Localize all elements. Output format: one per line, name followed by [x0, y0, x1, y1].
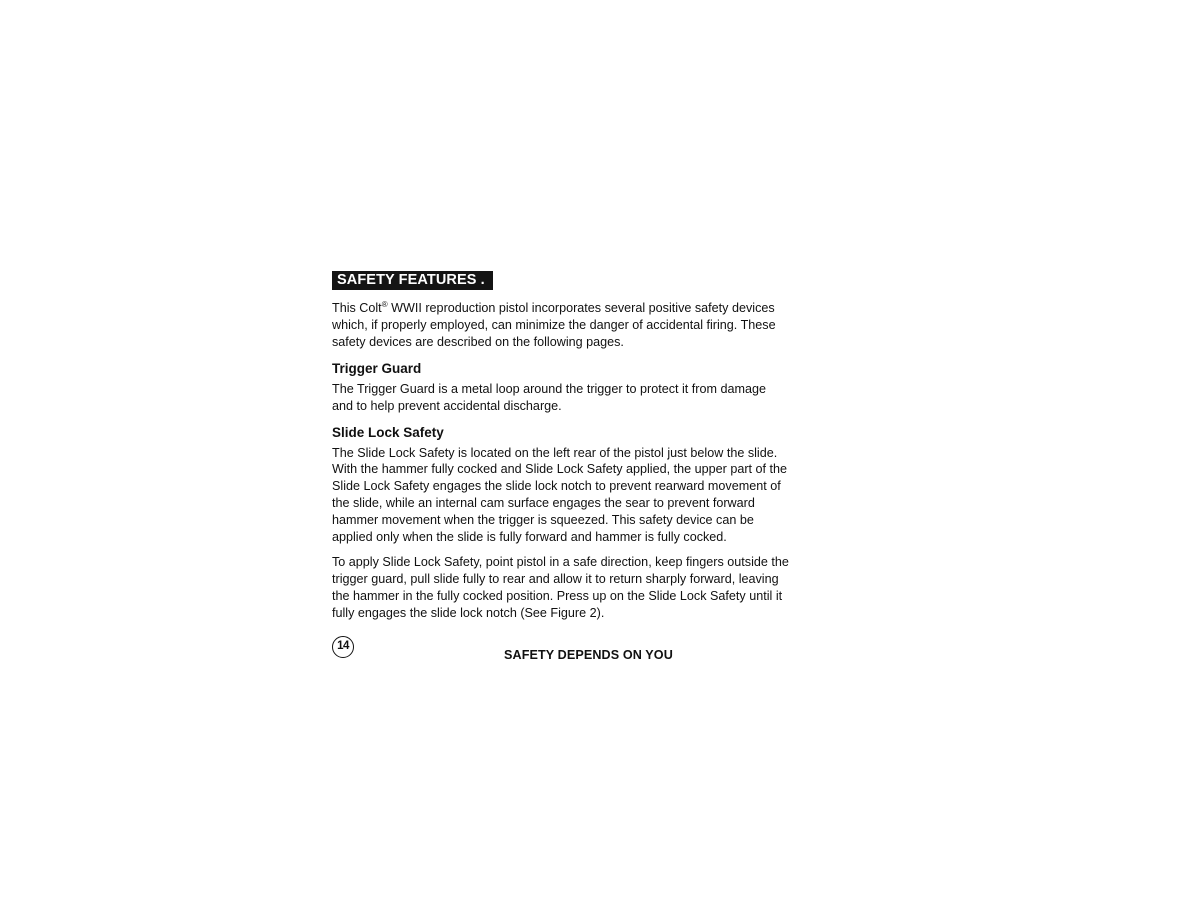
- trigger-guard-heading: Trigger Guard: [332, 360, 422, 376]
- footer-slogan: SAFETY DEPENDS ON YOU: [504, 648, 673, 662]
- page-footer: [332, 636, 880, 664]
- slide-lock-heading: Slide Lock Safety: [332, 424, 444, 440]
- manual-page: [332, 271, 880, 622]
- slide-lock-paragraph-1: [332, 445, 880, 546]
- slide-lock-paragraph-2: [332, 554, 880, 622]
- section-title-banner: SAFETY FEATURES .: [332, 271, 493, 290]
- trigger-guard-paragraph: [332, 381, 880, 415]
- registered-mark: ®: [381, 300, 388, 309]
- slide-lock-apply-line: fully engages the slide lock notch (See Figure 2).: [332, 605, 605, 620]
- intro-line-1: [332, 300, 880, 317]
- intro-line-1-start: This Colt: [332, 301, 382, 315]
- intro-line-1-end: WWII reproduction pistol incorporates several positive safety devices: [387, 301, 775, 315]
- slide-lock-apply-line: the hammer in the fully cocked position. Press up on the Slide Lock Safety until it: [332, 588, 783, 603]
- slide-lock-line: Slide Lock Safety engages the slide lock notch to prevent rearward movement of: [332, 479, 781, 494]
- slide-lock-line: With the hammer fully cocked and Slide Lock Safety applied, the upper part of the: [332, 462, 788, 477]
- intro-line-3: safety devices are described on the following pages.: [332, 334, 624, 349]
- page-number-circle: 14: [332, 636, 354, 658]
- slide-lock-apply-line: trigger guard, pull slide fully to rear and allow it to return sharply forward, leaving: [332, 571, 779, 586]
- intro-line-2: which, if properly employed, can minimize the danger of accidental firing. These: [332, 317, 776, 332]
- slide-lock-line: The Slide Lock Safety is located on the left rear of the pistol just below the slide.: [332, 445, 778, 460]
- slide-lock-apply-line: To apply Slide Lock Safety, point pistol in a safe direction, keep fingers outside the: [332, 554, 789, 569]
- trigger-guard-line: and to help prevent accidental discharge.: [332, 398, 562, 413]
- slide-lock-line: hammer movement when the trigger is squeezed. This safety device can be: [332, 513, 754, 528]
- slide-lock-line: the slide, while an internal cam surface engages the sear to prevent forward: [332, 496, 755, 511]
- intro-paragraph: [332, 300, 880, 351]
- slide-lock-line: applied only when the slide is fully forward and hammer is fully cocked.: [332, 530, 727, 545]
- trigger-guard-line: The Trigger Guard is a metal loop around the trigger to protect it from damage: [332, 381, 767, 396]
